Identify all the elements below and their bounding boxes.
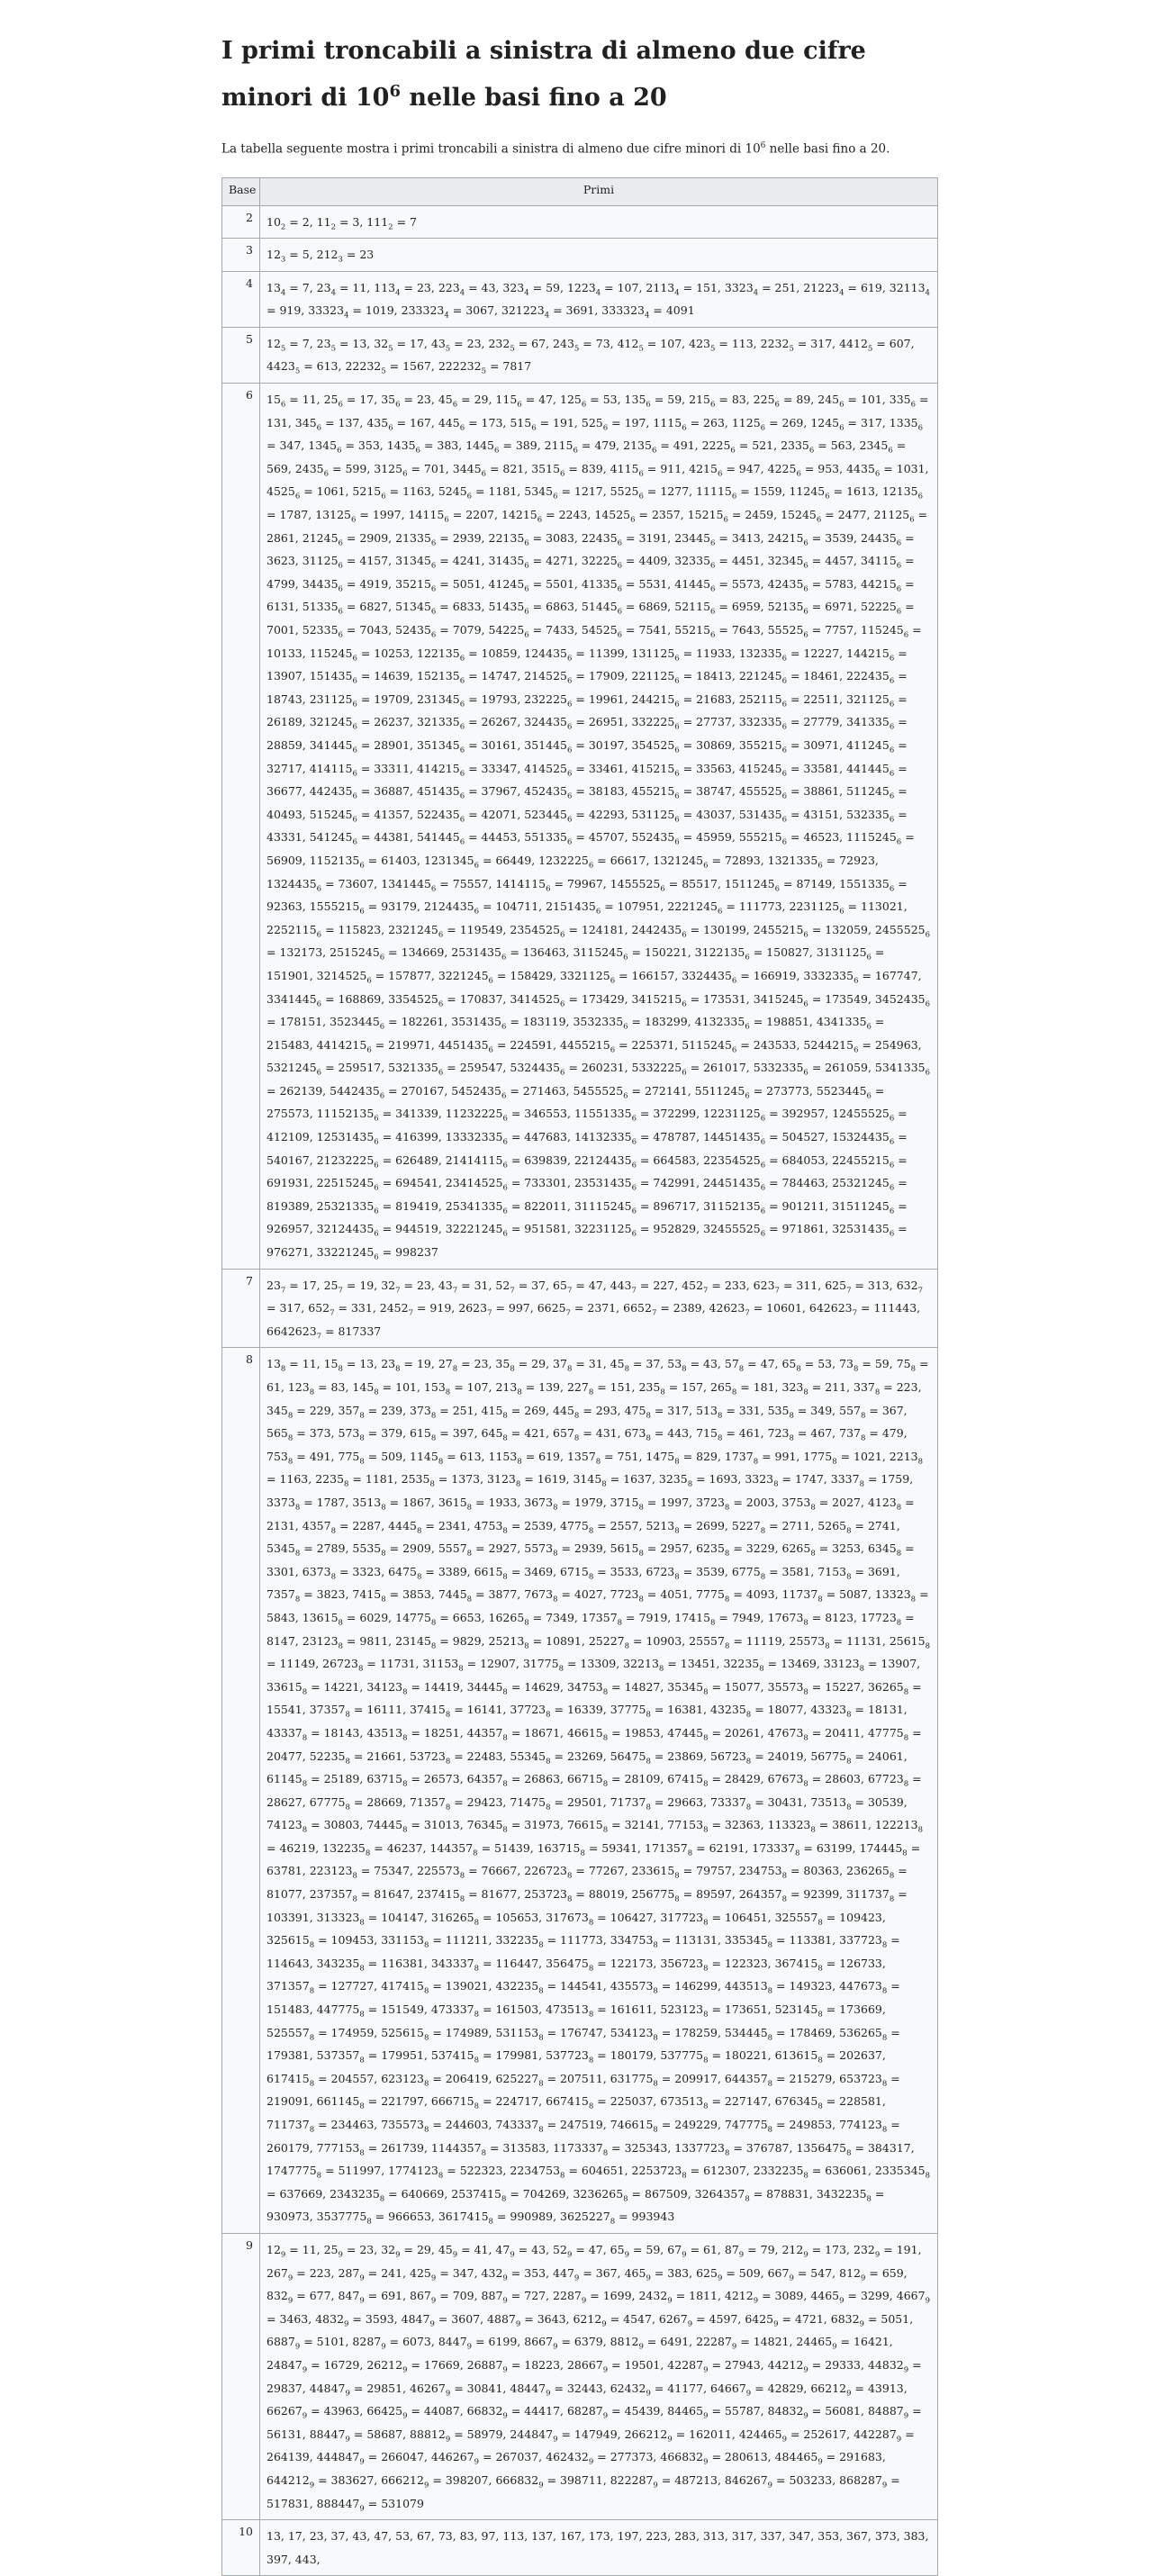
table-row — [222, 239, 938, 272]
page-title-text-after: nelle basi fino a 20 — [401, 84, 667, 112]
base-cell: 2 — [222, 205, 260, 239]
primes-cell: $12_3 = 5$, $212_3 = 23$ — [260, 239, 938, 272]
intro-text-after: nelle basi fino a 20. — [765, 142, 890, 157]
table-row — [222, 384, 938, 1270]
page-title-exponent: 6 — [389, 82, 401, 101]
primes-cell: 138 = 11, 158 = 13, 238 = 19, 278 = 23, 358 = 29, 378 = 31, 458 = 37, 538 = 43, 578 = 47, 658 = 53, 738 = 59, 758 = 61, 1238 = 83, 1458 = 101, 1538 = 107, 2138 = 139, 2278 = 151, 2358 = 157, 2658 = 181, 3238 = 211, 3378 = 223, 3458 = 229, 3578 = 239, 3738 = 251, 4158 = 269, 4458 = 293, 4758 = 317, 5138 = 331, 5358 = 349, 5578 = 367, 5658 = 373, 5738 = 379, 6158 = 397, 6458 = 421, 6578 = 431, 6738 = 443, 7158 = 461, 7238 = 467, 7378 = 479, 7538 = 491, 7758 = 509, 11458 = 613, 11538 = 619, 13578 = 751, 14758 = 829, 17378 = 991, 17758 = 1021, 22138 = 1163, 22358 = 1181, 25358 = 1373, 31238 = 1619, 31458 = 1637, 32358 = 1693, 33238 = 1747, 33378 = 1759, 33738 = 1787, 35138 = 1867, 36158 = 1933, 36738 = 1979, 37158 = 1997, 37238 = 2003, 37538 = 2027, 41238 = 2131, 43578 = 2287, 44458 = 2341, 47538 = 2539, 47758 = 2557, 52138 = 2699, 52278 = 2711, 52658 = 2741, 53458 = 2789, 55358 = 2909, 55578 = 2927, 55738 = 2939, 56158 = 2957, 62358 = 3229, 62658 = 3253, 63458 = 3301, 63738 = 3323, 64758 = 3389, 66158 = 3469, 67158 = 3533, 67238 = 3539, 67758 = 3581, 71538 = 3691, 73578 = 3823, 74158 = 3853, 74458 = 3877, 76738 = 4027, 77238 = 4051, 77758 = 4093, 117378 = 5087, 133238 = 5843, 136158 = 6029, 147758 = 6653, 162658 = 7349, 173578 = 7919, 174158 = 7949, 176738 = 8123, 177238 = 8147, 231238 = 9811, 231458 = 9829, 252138 = 10891, 252278 = 10903, 255578 = 11119, 255738 = 11131, 256158 = 11149, 267238 = 11731, 311538 = 12907, 317758 = 13309, 322138 = 13451, 322358 = 13469, 331238 = 13907, 336158 = 14221, 341238 = 14419, 344458 = 14629, 347538 = 14827, 353458 = 15077, 355738 = 15227, 362658 = 15541, 373578 = 16111, 374158 = 16141, 377238 = 16339, 377758 = 16381, 432358 = 18077, 433238 = 18131, 433378 = 18143, 435138 = 18251, 443578 = 18671, 466158 = 19853, 474458 = 20261, 476738 = 20411, 477758 = 20477, 522358 = 21661, 537238 = 22483, 553458 = 23269, 564758 = 23869, 567238 = 24019, 567758 = 24061, 611458 = 25189, 637158 = 26573, 643578 = 26863, 667158 = 28109, 674158 = 28429, 676738 = 28603, 677238 = 28627, 677758 = 28669, 713578 = 29423, 714758 = 29501, 717378 = 29663, 733378 = 30431, 735138 = 30539, 741238 = 30803, 744458 = 31013, 763458 = 31973, 766158 = 32141, 771538 = 32363, 1133238 = 38611, 1222138 = 46219, 1322358 = 46237, 1443578 = 51439, 1637158 = 59341, 1713578 = 62191, 1733378 = 63199, 1744458 = 63781, 2231238 = 75347, 2255738 = 76667, 2267238 = 77267, 2336158 = 79757, 2347538 = 80363, 2362658 = 81077, 2373578 = 81647, 2374158 = 81677, 2537238 = 88019, 2567758 = 89597, 2643578 = 92399, 3117378 = 103391, 3133238 = 104147, 3162658 = 105653, 3176738 = 106427, 3177238 = 106451, 3255578 = 109423, 3256158 = 109453, 3311538 = 111211, 3322358 = 111773, 3347538 = 113131, 3353458 = 113381, 3377238 = 114643, 3432358 = 116381, 3433378 = 116447, 3564758 = 122173, 3567238 = 122323, 3674158 = 126733, 3713578 = 127727, 4174158 = 139021, 4322358 = 144541, 4355738 = 146299, 4435138 = 149323, 4476738 = 151483, 4477758 = 151549, 4733378 = 161503, 4735138 = 161611, 5231238 = 173651, 5231458 = 173669, 5255578 = 174959, 5256158 = 174989, 5311538 = 176747, 5341238 = 178259, 5344458 = 178469, 5362658 = 179381, 5373578 = 179951, 5374158 = 179981, 5377238 = 180179, 5377758 = 180221, 6136158 = 202637, 6174158 = 204557, 6231238 = 206419, 6252278 = 207511, 6317758 = 209917, 6443578 = 215279, 6537238 = 219091, 6611458 = 221797, 6667158 = 224717, 6674158 = 225037, 6735138 = 227147, 6763458 = 228581, 7117378 = 234463, 7355738 = 244603, 7433378 = 247519, 7466158 = 249229, 7477758 = 249853, 7741238 = 260179, 7771538 = 261739, 11443578 = 313583, 11733378 = 325343, 13377238 = 376787, 13564758 = 384317, 17477758 = 511997, 17741238 = 522323, 22347538 = 604651, 22537238 = 612307, 23322358 = 636061, 23353458 = 637669, 23432358 = 640669, 25374158 = 704269, 32362658 = 867509, 32643578 = 878831, 34322358 = 930973, 35377758 = 966653, 36174158 = 990989, 36252278 = 993943 — [260, 1348, 938, 2234]
base-cell: 6 — [222, 384, 260, 1270]
primes-cell: 13, 17, 23, 37, 43, 47, 53, 67, 73, 83, 97, 113, 137, 167, 173, 197, 223, 283, 313, 317, 337, 347, 353, 367, 373, 383, 397, 443, — [260, 2520, 938, 2576]
base-cell: 4 — [222, 271, 260, 327]
table-row — [222, 205, 938, 239]
primes-cell: $12_5 = 7$, $23_5 = 13$, $32_5 = 17$, $43_5 = 23$, $232_5 = 67$, $243_5 = 73$, $412_5 = 107$, $423_5 = 113$, $2232_5 = 317$, $4412_5 = 607$, $4423_5 = 613$, $22232_5 = 1567$, $222232_5 = 7817$ — [260, 327, 938, 383]
intro-text: La tabella seguente mostra i primi troncabili a sinistra di almeno due cifre minori di 10 — [221, 142, 761, 157]
primes-cell: $23_7 = 17$, $25_7 = 19$, $32_7 = 23$, $43_7 = 31$, $52_7 = 37$, $65_7 = 47$, $443_7 = 227$, $452_7 = 233$, $623_7 = 311$, $625_7 = 313$, $632_7 = 317$, $652_7 = 331$, $2452_7 = 919$, $2623_7 = 997$, $6625_7 = 2371$, $6652_7 = 2389$, $42623_7 = 10601$, $642623_7 = 111443$, $6642623_7 = 817337$ — [260, 1269, 938, 1348]
base-cell: 8 — [222, 1348, 260, 2234]
primes-cell: $13_4 = 7$, $23_4 = 11$, $113_4 = 23$, $223_4 = 43$, $323_4 = 59$, $1223_4 = 107$, $2113_4 = 151$, $3323_4 = 251$, $21223_4 = 619$, $32113_4 = 919$, $33323_4 = 1019$, $233323_4 = 3067$, $321223_4 = 3691$, $333323_4 = 4091$ — [260, 271, 938, 327]
intro-paragraph — [221, 136, 938, 159]
table-body — [222, 205, 938, 2576]
base-cell: 7 — [222, 1269, 260, 1348]
table-row — [222, 271, 938, 327]
header-primes: Primi — [260, 177, 938, 205]
table-row — [222, 1348, 938, 2234]
primes-cell: $15_6 = 11$, $25_6 = 17$, $35_6 = 23$, $45_6 = 29$, $115_6 = 47$, $125_6 = 53$, $135_6 = 59$, $215_6 = 83$, $225_6 = 89$, $245_6 = 101$, $335_6 = 131$, $345_6 = 137$, $435_6 = 167$, $445_6 = 173$, $515_6 = 191$, $525_6 = 197$, $1115_6 = 263$, $1125_6 = 269$, $1245_6 = 317$, $1335_6 = 347$, $1345_6 = 353$, $1435_6 = 383$, $1445_6 = 389$, $2115_6 = 479$, $2135_6 = 491$, $2225_6 = 521$, $2335_6 = 563$, $2345_6 = 569$, $2435_6 = 599$, $3125_6 = 701$, $3445_6 = 821$, $3515_6 = 839$, $4115_6 = 911$, $4215_6 = 947$, $4225_6 = 953$, $4435_6 = 1031$, $4525_6 = 1061$, $5215_6 = 1163$, $5245_6 = 1181$, $5345_6 = 1217$, $5525_6 = 1277$, $11115_6 = 1559$, $11245_6 = 1613$, $12135_6 = 1787$, $13125_6 = 1997$, $14115_6 = 2207$, $14215_6 = 2243$, $14525_6 = 2357$, $15215_6 = 2459$, $15245_6 = 2477$, $21125_6 = 2861$, $21245_6 = 2909$, $21335_6 = 2939$, $22135_6 = 3083$, $22435_6 = 3191$, $23445_6 = 3413$, $24215_6 = 3539$, $24435_6 = 3623$, $31125_6 = 4157$, $31345_6 = 4241$, $31435_6 = 4271$, $32225_6 = 4409$, $32335_6 = 4451$, $32345_6 = 4457$, $34115_6 = 4799$, $34435_6 = 4919$, $35215_6 = 5051$, $41245_6 = 5501$, $41335_6 = 5531$, $41445_6 = 5573$, $42435_6 = 5783$, $44215_6 = 6131$, $51335_6 = 6827$, $51345_6 = 6833$, $51435_6 = 6863$, $51445_6 = 6869$, $52115_6 = 6959$, $52135_6 = 6971$, $52225_6 = 7001$, $52335_6 = 7043$, $52435_6 = 7079$, $54225_6 = 7433$, $54525_6 = 7541$, $55215_6 = 7643$, $55525_6 = 7757$, $115245_6 = 10133$, $115245_6 = 10253$, $122135_6 = 10859$, $124435_6 = 11399$, $131125_6 = 11933$, $132335_6 = 12227$, $144215_6 = 13907$, $151435_6 = 14639$, $152135_6 = 14747$, $214525_6 = 17909$, $221125_6 = 18413$, $221245_6 = 18461$, $222435_6 = 18743$, $231125_6 = 19709$, $231345_6 = 19793$, $232225_6 = 19961$, $244215_6 = 21683$, $252115_6 = 22511$, $321125_6 = 26189$, $321245_6 = 26237$, $321335_6 = 26267$, $324435_6 = 26951$, $332225_6 = 27737$, $332335_6 = 27779$, $341335_6 = 28859$, $341445_6 = 28901$, $351345_6 = 30161$, $351445_6 = 30197$, $354525_6 = 30869$, $355215_6 = 30971$, $411245_6 = 32717$, $414115_6 = 33311$, $414215_6 = 33347$, $414525_6 = 33461$, $415215_6 = 33563$, $415245_6 = 33581$, $441445_6 = 36677$, $442435_6 = 36887$, $451435_6 = 37967$, $452435_6 = 38183$, $455215_6 = 38747$, $455525_6 = 38861$, $511245_6 = 40493$, $515245_6 = 41357$, $522435_6 = 42071$, $523445_6 = 42293$, $531125_6 = 43037$, $531435_6 = 43151$, $532335_6 = 43331$, $541245_6 = 44381$, $541445_6 = 44453$, $551335_6 = 45707$, $552435_6 = 45959$, $555215_6 = 46523$, $1115245_6 = 56909$, $1152135_6 = 61403$, $1231345_6 = 66449$, $1232225_6 = 66617$, $1321245_6 = 72893$, $1321335_6 = 72923$, $1324435_6 = 73607$, $1341445_6 = 75557$, $1414115_6 = 79967$, $1455525_6 = 85517$, $1511245_6 = 87149$, $1551335_6 = 92363$, $1555215_6 = 93179$, $2124435_6 = 104711$, $2151435_6 = 107951$, $2221245_6 = 111773$, $2231125_6 = 113021$, $2252115_6 = 115823$, $2321245_6 = 119549$, $2354525_6 = 124181$, $2442435_6 = 130199$, $2455215_6 = 132059$, $2455525_6 = 132173$, $2515245_6 = 134669$, $2531435_6 = 136463$, $3115245_6 = 150221$, $3122135_6 = 150827$, $3131125_6 = 151901$, $3214525_6 = 157877$, $3221245_6 = 158429$, $3321125_6 = 166157$, $3324435_6 = 166919$, $3332335_6 = 167747$, $3341445_6 = 168869$, $3354525_6 = 170837$, $3414525_6 = 173429$, $3415215_6 = 173531$, $3415245_6 = 173549$, $3452435_6 = 178151$, $3523445_6 = 182261$, $3531435_6 = 183119$, $3532335_6 = 183299$, $4132335_6 = 198851$, $4341335_6 = 215483$, $4414215_6 = 219971$, $4451435_6 = 224591$, $4455215_6 = 225371$, $5115245_6 = 243533$, $5244215_6 = 254963$, $5321245_6 = 259517$, $5321335_6 = 259547$, $5324435_6 = 260231$, $5332225_6 = 261017$, $5332335_6 = 261059$, $5341335_6 = 262139$, $5442435_6 = 270167$, $5452435_6 = 271463$, $5455525_6 = 272141$, $5511245_6 = 273773$, $5523445_6 = 275573$, $11152135_6 = 341339$, $11232225_6 = 346553$, $11551335_6 = 372299$, $12231125_6 = 392957$, $12455525_6 = 412109$, $12531435_6 = 416399$, $13332335_6 = 447683$, $14132335_6 = 478787$, $14451435_6 = 504527$, $15324435_6 = 540167$, $21232225_6 = 626489$, $21414115_6 = 639839$, $22124435_6 = 664583$, $22354525_6 = 684053$, $22455215_6 = 691931$, $22515245_6 = 694541$, $23414525_6 = 733301$, $23531435_6 = 742991$, $24451435_6 = 784463$, $25321245_6 = 819389$, $25321335_6 = 819419$, $25341335_6 = 822011$, $31115245_6 = 896717$, $31152135_6 = 901211$, $31511245_6 = 926957$, $32124435_6 = 944519$, $32221245_6 = 951581$, $32231125_6 = 952829$, $32455525_6 = 971861$, $32531435_6 = 976271$, $33221245_6 = 998237$ — [260, 384, 938, 1270]
base-cell: 9 — [222, 2233, 260, 2519]
table-row — [222, 2520, 938, 2576]
table-row — [222, 2233, 938, 2519]
base-cell: 10 — [222, 2520, 260, 2576]
base-cell: 3 — [222, 239, 260, 272]
base-cell: 5 — [222, 327, 260, 383]
article — [221, 0, 938, 2576]
intro-exponent: 6 — [761, 141, 766, 150]
primes-cell: $10_2 = 2$, $11_2 = 3$, $111_2 = 7$ — [260, 205, 938, 239]
page-title-text: I primi troncabili a sinistra di almeno due cifre minori di 10 — [221, 37, 866, 112]
primes-table — [221, 177, 938, 2576]
table-row — [222, 327, 938, 383]
header-base: Base — [222, 177, 260, 205]
primes-cell: 129 = 11, 259 = 23, 329 = 29, 459 = 41, 479 = 43, 529 = 47, 659 = 59, 679 = 61, 879 = 79, 2129 = 173, 2329 = 191, 2679 = 223, 2879 = 241, 4259 = 347, 4329 = 353, 4479 = 367, 4659 = 383, 6259 = 509, 6679 = 547, 8129 = 659, 8329 = 677, 8479 = 691, 8679 = 709, 8879 = 727, 22879 = 1699, 24329 = 1811, 42129 = 3089, 44659 = 3299, 46679 = 3463, 48329 = 3593, 48479 = 3607, 48879 = 3643, 62129 = 4547, 62679 = 4597, 64259 = 4721, 68329 = 5051, 68879 = 5101, 82879 = 6073, 84479 = 6199, 86679 = 6379, 88129 = 6491, 222879 = 14821, 244659 = 16421, 248479 = 16729, 262129 = 17669, 268879 = 18223, 286679 = 19501, 422879 = 27943, 442129 = 29333, 448329 = 29837, 448479 = 29851, 462679 = 30841, 484479 = 32443, 624329 = 41177, 646679 = 42829, 662129 = 43913, 662679 = 43963, 664259 = 44087, 668329 = 44417, 682879 = 45439, 844659 = 55787, 848329 = 56081, 848879 = 56131, 884479 = 58687, 888129 = 58979, 2448479 = 147949, 2662129 = 162011, 4244659 = 252617, 4422879 = 264139, 4448479 = 266047, 4462679 = 267037, 4624329 = 277373, 4668329 = 280613, 4844659 = 291683, 6442129 = 383627, 6662129 = 398207, 6668329 = 398711, 8222879 = 487213, 8462679 = 503233, 8682879 = 517831, 8884479 = 531079 — [260, 2233, 938, 2519]
table-header-row — [222, 177, 938, 205]
table-row — [222, 1269, 938, 1348]
page-title — [221, 31, 938, 118]
